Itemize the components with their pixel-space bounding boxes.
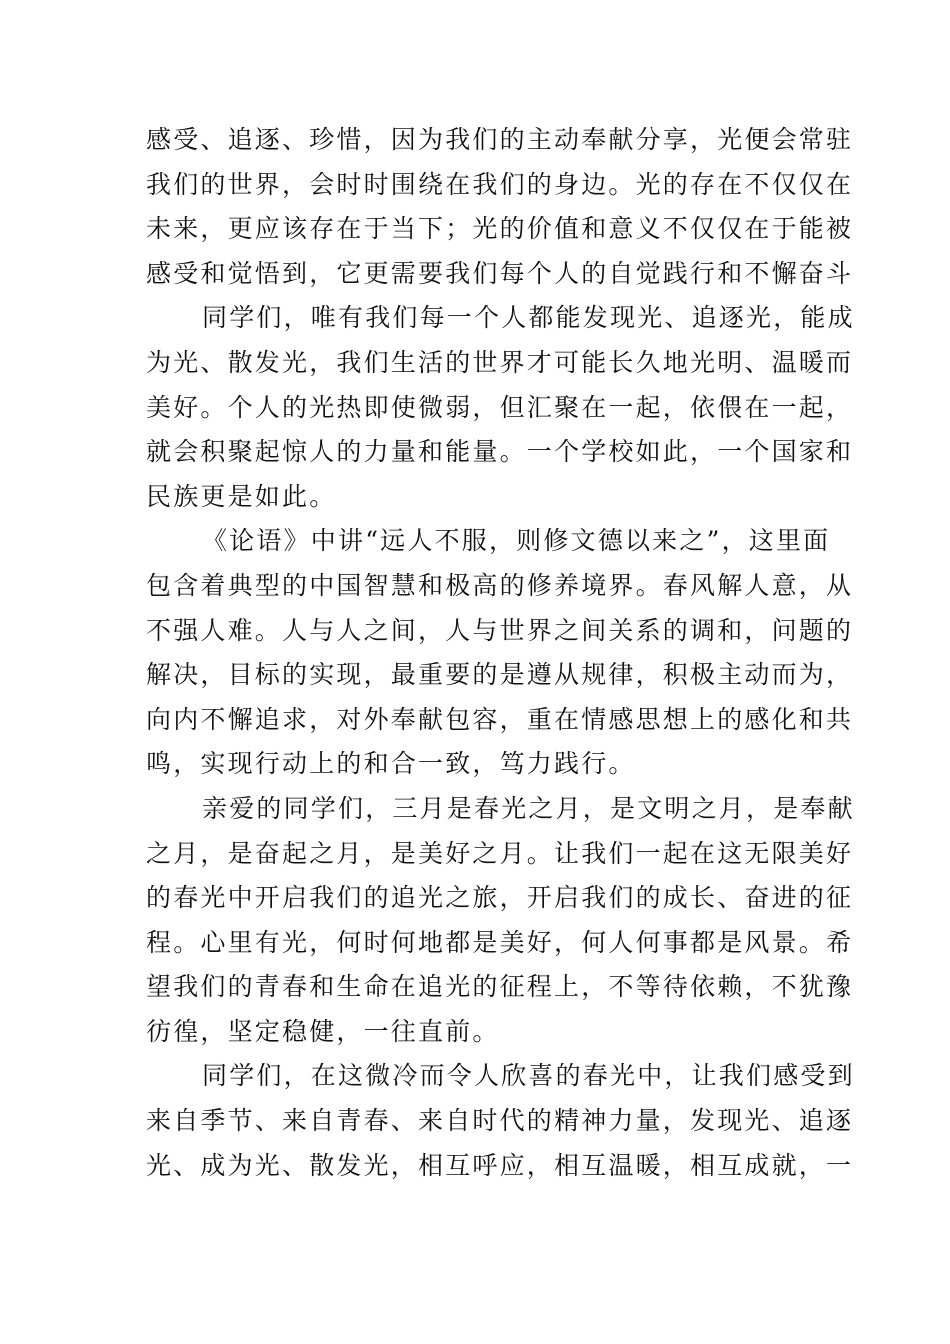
text-line: 的春光中开启我们的追光之旅，开启我们的成长、奋进的征 xyxy=(146,883,854,913)
text-line: 程。心里有光，何时何地都是美好，何人何事都是风景。希 xyxy=(146,927,854,957)
paragraph xyxy=(146,1054,855,1188)
text-line: 鸣，实现行动上的和合一致，笃力践行。 xyxy=(146,749,636,779)
text-line: 为光、散发光，我们生活的世界才可能长久地光明、温暖而 xyxy=(146,347,854,377)
text-line: 包含着典型的中国智慧和极高的修养境界。春风解人意，从 xyxy=(146,570,854,600)
text-line: 同学们，唯有我们每一个人都能发现光、追逐光，能成 xyxy=(202,303,855,333)
text-line: 未来，更应该存在于当下；光的价值和意义不仅仅在于能被 xyxy=(146,214,854,244)
text-line: 《论语》中讲“远人不服，则修文德以来之”，这里面 xyxy=(202,526,831,556)
text-line: 不强人难。人与人之间，人与世界之间关系的调和，问题的 xyxy=(146,615,854,645)
text-line: 美好。个人的光热即使微弱，但汇聚在一起，依偎在一起， xyxy=(146,392,854,422)
text-line: 解决，目标的实现，最重要的是遵从规律，积极主动而为， xyxy=(146,660,854,690)
paragraph xyxy=(146,519,854,787)
document-body xyxy=(146,118,855,1188)
text-line: 我们的世界，会时时围绕在我们的身边。光的存在不仅仅在 xyxy=(146,169,854,199)
paragraph xyxy=(146,296,855,519)
text-line: 来自季节、来自青春、来自时代的精神力量，发现光、追逐 xyxy=(146,1106,854,1136)
text-line: 就会积聚起惊人的力量和能量。一个学校如此，一个国家和 xyxy=(146,437,854,467)
text-line: 感受、追逐、珍惜，因为我们的主动奉献分享，光便会常驻 xyxy=(146,125,854,154)
text-line: 民族更是如此。 xyxy=(146,481,337,511)
text-line: 感受和觉悟到，它更需要我们每个人的自觉践行和不懈奋斗 xyxy=(146,258,854,288)
text-line: 之月，是奋起之月，是美好之月。让我们一起在这无限美好 xyxy=(146,838,854,868)
text-line: 望我们的青春和生命在追光的征程上，不等待依赖，不犹豫 xyxy=(146,972,854,1002)
text-line: 光、成为光、散发光，相互呼应，相互温暖，相互成就，一 xyxy=(146,1150,854,1180)
text-line: 彷徨，坚定稳健，一往直前。 xyxy=(146,1016,500,1046)
text-line: 亲爱的同学们，三月是春光之月，是文明之月，是奉献 xyxy=(202,793,855,823)
text-line: 向内不懈追求，对外奉献包容，重在情感思想上的感化和共 xyxy=(146,704,854,734)
paragraph xyxy=(146,787,855,1055)
text-line: 同学们，在这微冷而令人欣喜的春光中，让我们感受到 xyxy=(202,1061,855,1091)
paragraph xyxy=(146,118,854,296)
